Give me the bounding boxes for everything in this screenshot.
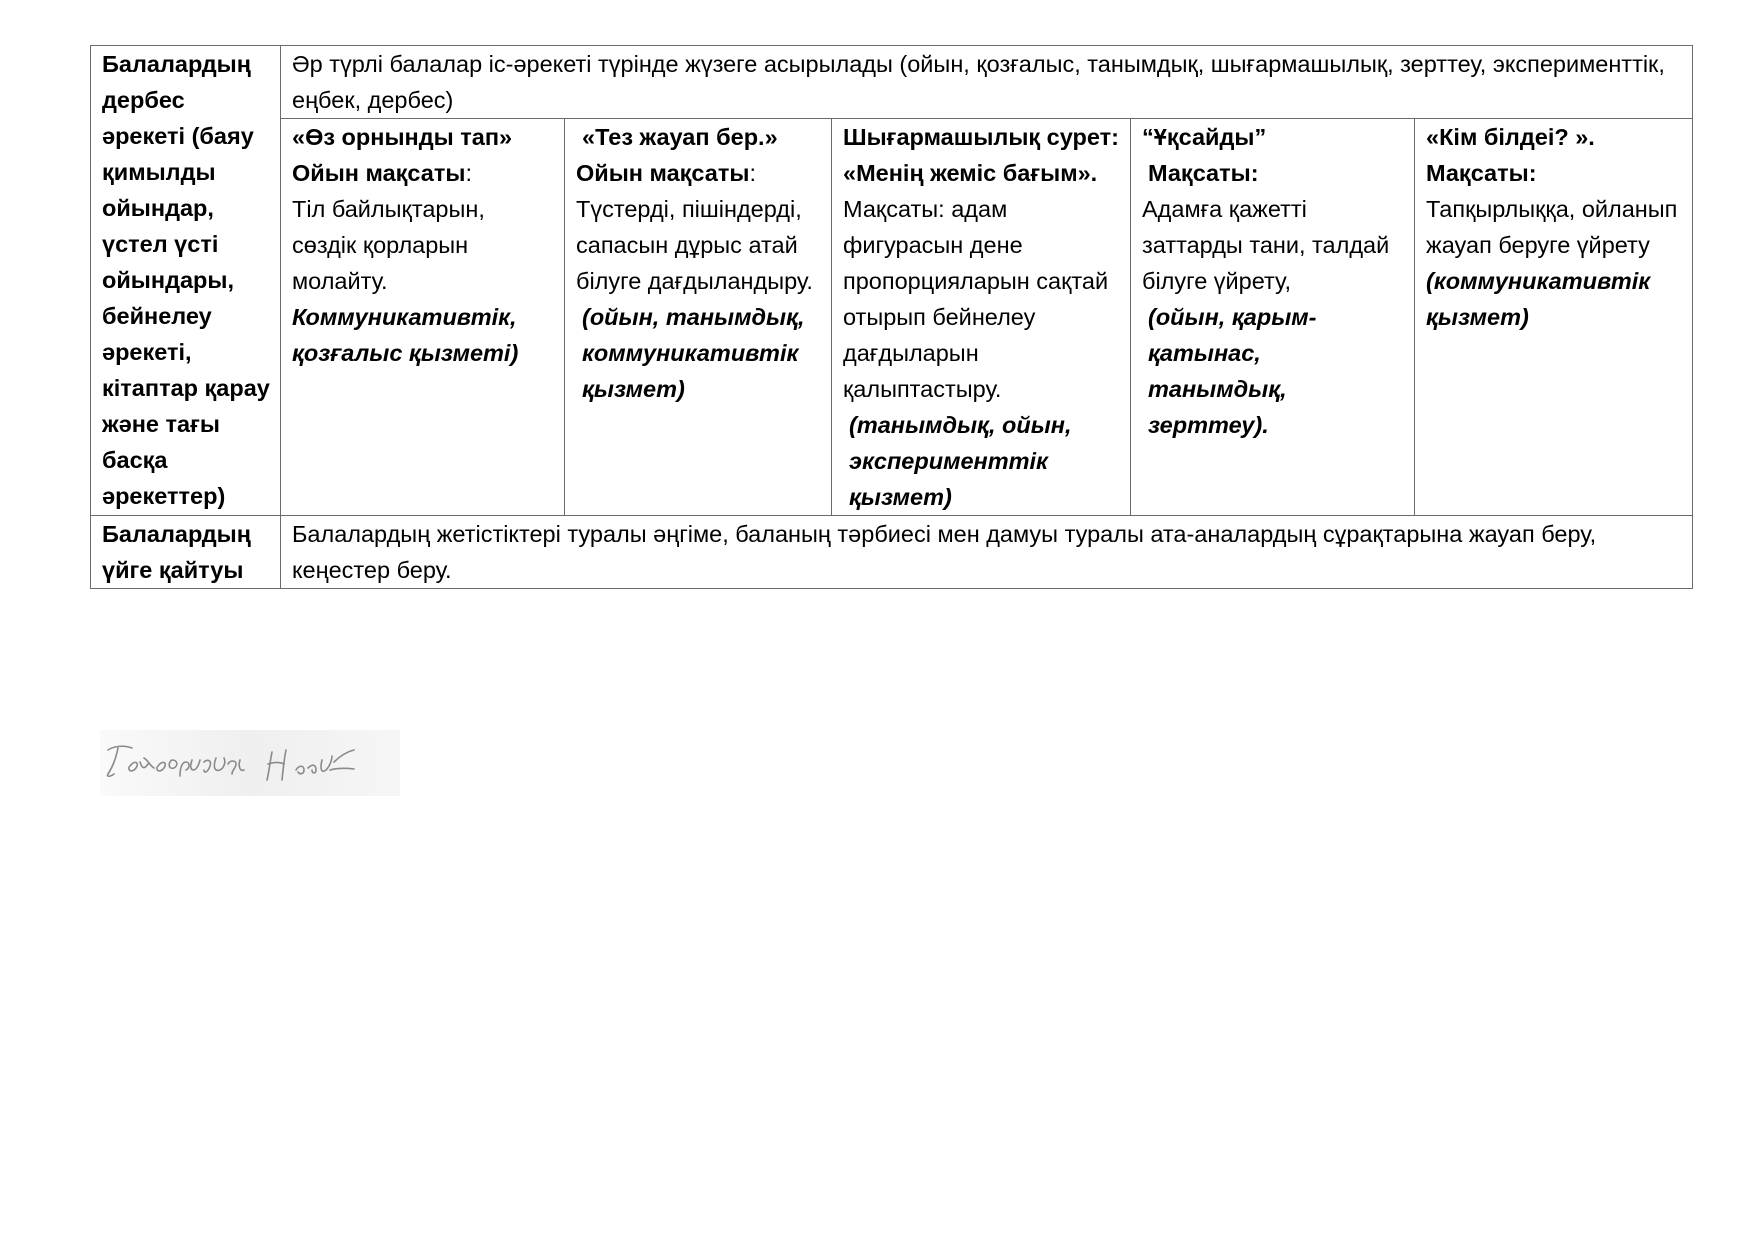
activity-cell	[1415, 119, 1693, 516]
activity-goal-label: Ойын мақсаты	[576, 160, 750, 186]
activity-goal-colon: :	[465, 160, 472, 186]
activity-goal: Түстерді, пішіндерді, сапасын дұрыс атай білуге дағдыландыру.	[576, 196, 813, 294]
independent-activity-summary: Әр түрлі балалар іс-әрекеті түрінде жүзеге асырылады (ойын, қозғалыс, танымдық, шығармашылық, зерттеу, эксперименттік, еңбек, дербес)	[281, 46, 1693, 119]
activity-goal-label: Ойын мақсаты	[292, 160, 466, 186]
activity-title: “Ұқсайды”	[1142, 124, 1267, 150]
activity-type: (ойын, танымдық, коммуникативтік қызмет)	[582, 304, 805, 402]
activity-goal-line	[576, 155, 821, 191]
activity-cell	[1131, 119, 1415, 516]
handwritten-signature	[100, 730, 400, 796]
independent-activity-label: Балалардың дербес әрекеті (баяу қимылды ойындар, үстел үсті ойындары, бейнелеу әрекеті, кітаптар қарау және тағы басқа әрекеттер)	[91, 46, 281, 516]
activity-goal-line	[292, 155, 554, 191]
departure-text: Балалардың жетістіктері туралы әңгіме, баланың тәрбиесі мен дамуы туралы ата-аналардың сұрақтарына жауап беру, кеңестер беру.	[281, 516, 1693, 589]
signature-scribble-icon	[100, 730, 400, 796]
activity-title: «Тез жауап бер.»	[582, 124, 778, 150]
activity-title: «Кім білдеі? ».	[1426, 124, 1595, 150]
departure-row	[91, 516, 1693, 589]
activity-goal-label: Мақсаты:	[843, 196, 945, 222]
activity-cell	[832, 119, 1131, 516]
activities-row	[91, 119, 1693, 516]
daily-plan-table	[90, 45, 1693, 589]
activity-type: Коммуникативтік, қозғалыс қызметі)	[292, 304, 519, 366]
activity-goal: адам фигурасын дене пропорцияларын сақтай отырып бейнелеу дағдыларын қалыптастыру.	[843, 196, 1109, 402]
activity-goal: Тапқырлыққа, ойланып жауап беруге үйрету	[1426, 196, 1678, 258]
activity-goal-label: Мақсаты:	[1426, 160, 1537, 186]
activity-type: (ойын, қарым-қатынас, танымдық, зерттеу).	[1148, 304, 1317, 438]
activity-type: (коммуникативтік қызмет)	[1426, 268, 1651, 330]
activity-title: «Өз орнынды тап»	[292, 124, 513, 150]
activity-title: Шығармашылық сурет: «Менің жеміс бағым».	[843, 124, 1119, 186]
activity-type: (танымдық, ойын, эксперименттік қызмет)	[849, 412, 1072, 510]
activity-cell	[565, 119, 832, 516]
activity-goal: Адамға қажетті заттарды тани, талдай білуге үйрету,	[1142, 196, 1390, 294]
activity-goal-colon: :	[749, 160, 756, 186]
activity-goal: Тіл байлықтарын, сөздік қорларын молайту.	[292, 196, 485, 294]
independent-activity-row	[91, 46, 1693, 119]
activity-goal-label: Мақсаты:	[1148, 160, 1259, 186]
departure-label: Балалардың үйге қайтуы	[91, 516, 281, 589]
activity-cell	[281, 119, 565, 516]
